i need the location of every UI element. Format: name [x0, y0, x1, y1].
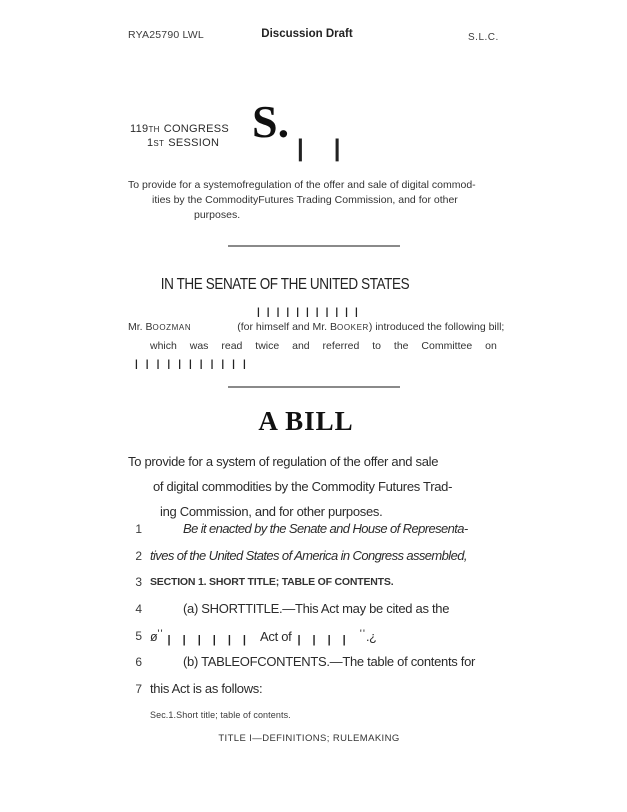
long-title	[128, 449, 452, 524]
long-title-line3: ing Commission, and for other purposes.	[160, 504, 383, 519]
committee-blank-ticks: |||||||||||	[135, 359, 254, 370]
year-blank-ticks: ||||	[297, 633, 358, 646]
line-number: 3	[135, 575, 142, 590]
body-line-text: tives of the United States of America in Congress assembled,	[150, 547, 467, 563]
body-line-1	[128, 521, 528, 548]
a-bill-heading: A BILL	[258, 406, 354, 436]
body-line-text: (a) SHORTTITLE.—This Act may be cited as the	[183, 601, 450, 617]
body-line-text	[150, 628, 376, 646]
congress-line	[130, 123, 229, 137]
body-line-text: SECTION 1. SHORT TITLE; TABLE OF CONTENTS.	[150, 576, 394, 589]
close-quote: ''	[359, 627, 366, 640]
long-title-line1: To provide for a system of regulation of the offer and sale	[128, 454, 439, 469]
session-word: SESSION	[168, 136, 220, 149]
body-line-text: (b) TABLEOFCONTENTS.—The table of contents for	[183, 654, 476, 670]
line-number: 7	[135, 682, 142, 697]
body-line-text: Be it enacted by the Senate and House of Representa-	[183, 521, 468, 536]
slc-label: S.L.C.	[468, 32, 499, 43]
introduction-paragraph	[128, 320, 518, 353]
body-line-text: this Act is as follows:	[150, 681, 263, 697]
discussion-draft-label: Discussion Draft	[261, 28, 353, 40]
referral-line: which was read twice and referred to the Committee on	[150, 340, 497, 352]
short-title-blank-ticks: ||||||	[167, 633, 259, 646]
sponsor-caps: OOZMAN	[152, 323, 192, 332]
body-line-2	[128, 548, 528, 575]
sponsor-prefix: Mr. B	[128, 321, 153, 333]
line-number: 2	[135, 548, 142, 563]
act-of-text: Act of	[260, 628, 292, 644]
line-number: 1	[135, 522, 142, 536]
senate-heading: IN THE SENATE OF THE UNITED STATES	[160, 275, 410, 293]
draft-code: RYA25790 LWL	[128, 29, 204, 41]
cosponsor-pre: (for himself and Mr. B	[237, 321, 338, 333]
cosponsor-post: ) introduced the following bill;	[368, 321, 505, 333]
line-number: 4	[135, 602, 142, 617]
long-title-line2: of digital commodities by the Commodity Futures Trad-	[153, 479, 453, 494]
bill-letter: S.	[252, 96, 290, 147]
official-title	[128, 178, 528, 222]
congress-number: 119	[130, 123, 149, 135]
congress-session-block	[130, 123, 229, 150]
horizontal-rule-bottom	[228, 386, 400, 388]
congress-ordinal: TH	[148, 125, 160, 134]
date-blank-ticks: |||||||||||	[257, 307, 365, 318]
body-line-3	[128, 574, 528, 601]
body-line-7	[128, 681, 528, 708]
numbered-body	[128, 521, 528, 708]
open-bracket-glyph: ø	[150, 629, 158, 644]
official-title-line1: To provide for a systemofregulation of the offer and sale of digital commod-	[128, 179, 476, 191]
session-ordinal: ST	[153, 138, 165, 148]
official-title-line2: ities by the CommodityFutures Trading Commission, and for other	[152, 193, 458, 206]
body-line-6	[128, 654, 528, 681]
official-title-line3: purposes.	[194, 208, 241, 221]
close-bracket-glyph: .¿	[365, 629, 377, 644]
session-number: 1	[147, 136, 154, 149]
cosponsor-caps: OOKER	[337, 323, 369, 332]
open-quote: ''	[157, 627, 164, 640]
sponsor-line	[128, 320, 518, 335]
congress-word: CONGRESS	[163, 123, 230, 135]
body-line-4	[128, 601, 528, 628]
session-line	[130, 137, 229, 151]
bill-number-blank: ||	[297, 135, 371, 162]
line-number: 5	[135, 628, 142, 643]
horizontal-rule-top	[228, 245, 400, 247]
title-i-heading: TITLE I—DEFINITIONS; RULEMAKING	[218, 733, 400, 744]
line-number: 6	[135, 655, 142, 670]
body-line-5	[128, 628, 528, 655]
toc-entry: Sec.1.Short title; table of contents.	[150, 710, 291, 720]
